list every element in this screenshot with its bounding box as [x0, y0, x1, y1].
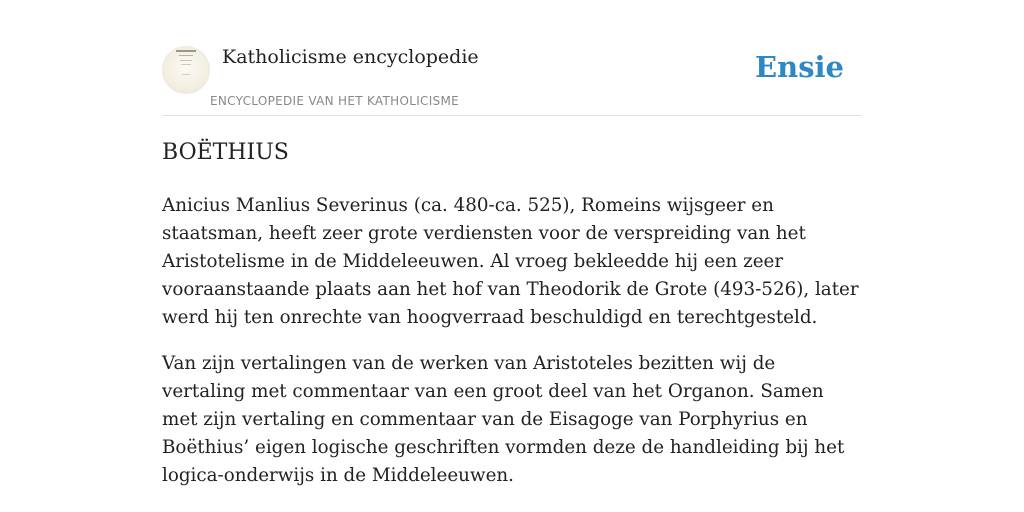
cover-line [176, 50, 196, 52]
site-subtitle: ENCYCLOPEDIE VAN HET KATHOLICISME [210, 94, 459, 108]
cover-line [181, 64, 191, 65]
ensie-logo-link[interactable]: Ensie [755, 50, 844, 84]
article-paragraph: Van zijn vertalingen van de werken van Aristoteles bezitten wij de vertaling met commentaar van een groot deel van het Organon. Samen met zijn vertaling en commentaar van de Eisagoge van Porphyrius en Boëthius’ eigen logische geschriften vormden deze de handleiding bij het logica-onderwijs in de Middeleeuwen. [162, 353, 845, 486]
article-title: BOËTHIUS [162, 140, 289, 165]
site-title-link[interactable]: Katholicisme encyclopedie [222, 46, 479, 68]
book-cover-image[interactable] [162, 46, 210, 94]
cover-line [180, 60, 192, 61]
article-body [162, 192, 862, 508]
article-paragraph: Anicius Manlius Severinus (ca. 480-ca. 525), Romeins wijsgeer en staatsman, heeft zeer grote verdiensten voor de verspreiding van het Aristotelisme in de Middeleeuwen. Al vroeg bekleedde hij een zeer vooraanstaande plaats aan het hof van Theodorik de Grote (493-526), later werd hij ten onrechte van hoogverraad beschuldigd en terechtgesteld. [162, 195, 859, 328]
content-container [162, 0, 862, 486]
cover-line [179, 55, 193, 56]
cover-line [182, 74, 190, 75]
site-header [162, 0, 862, 116]
